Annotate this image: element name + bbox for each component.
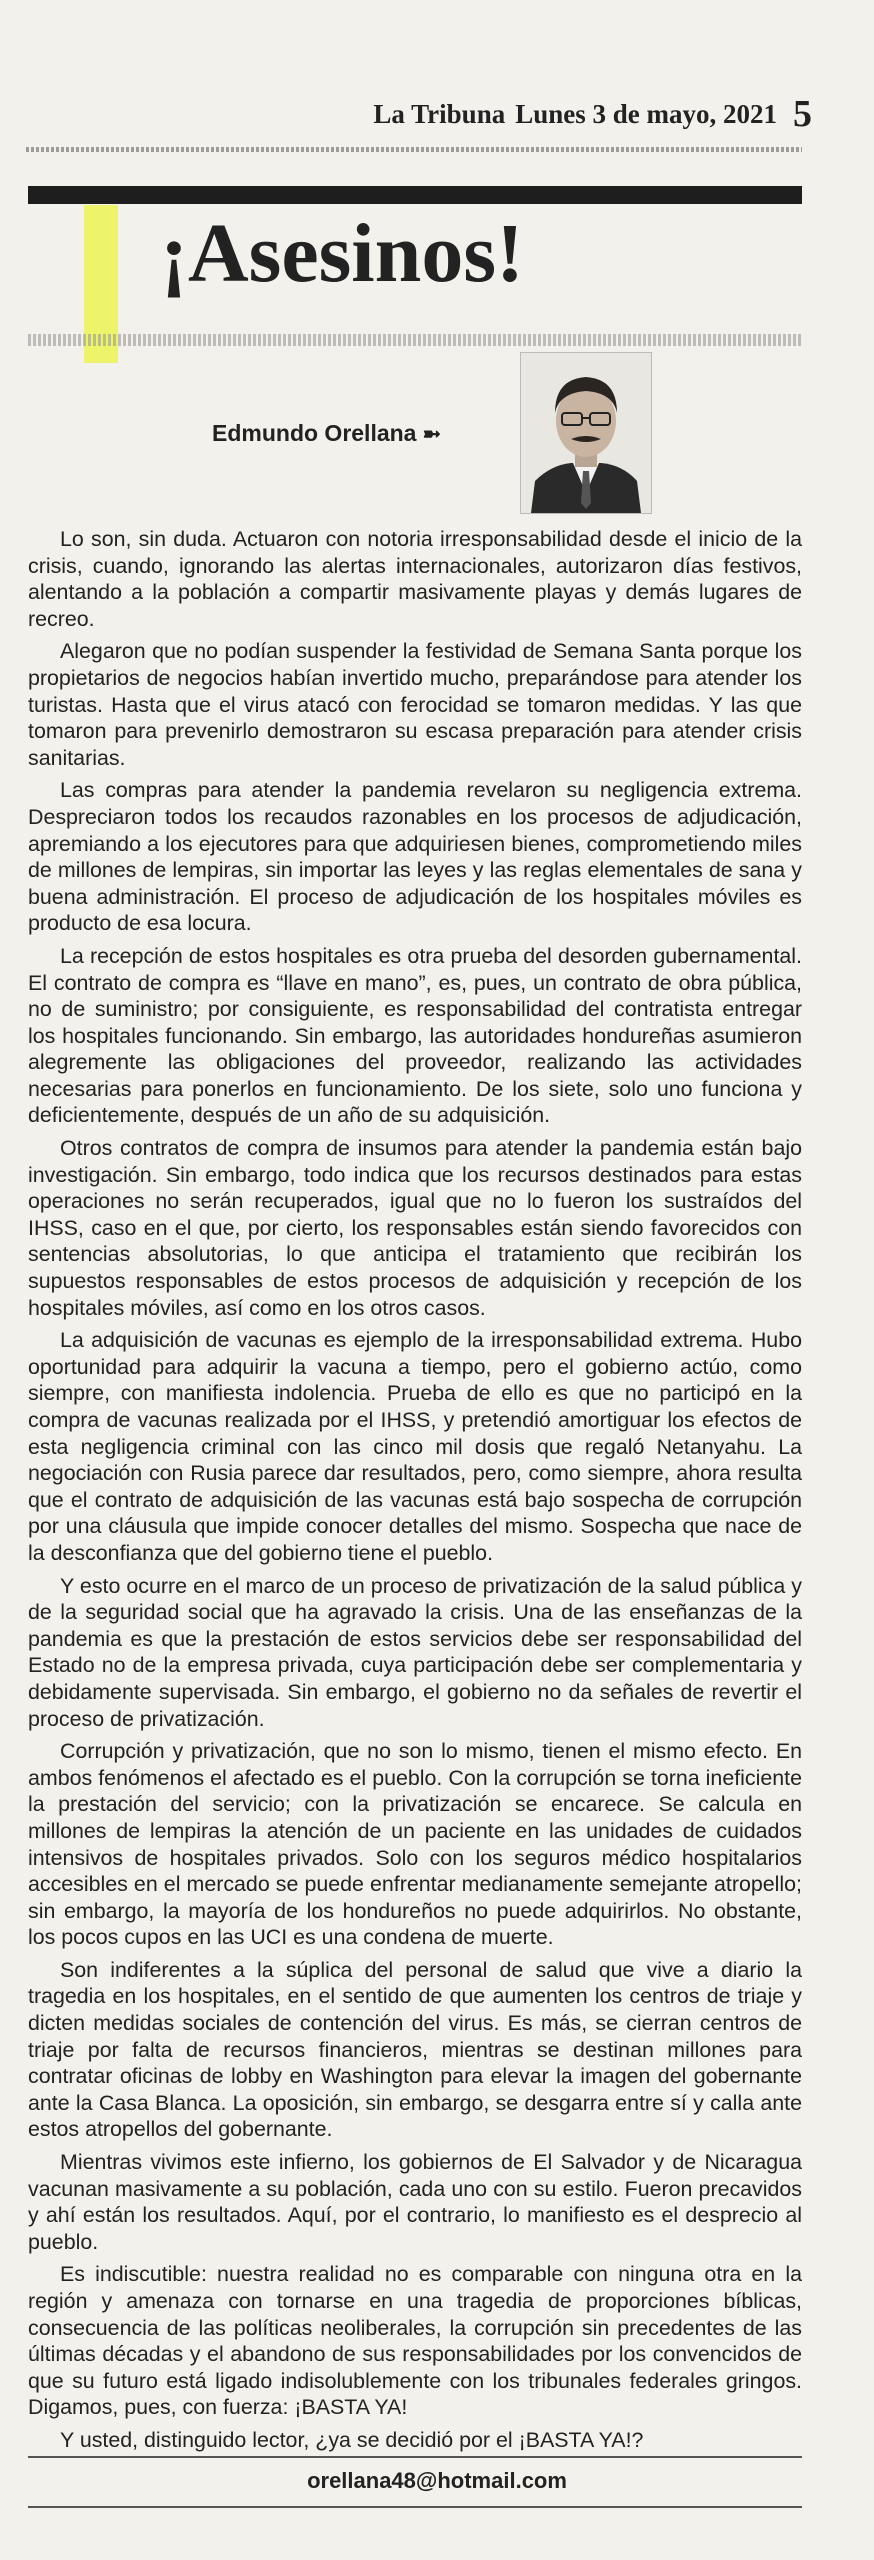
page-number: 5 — [793, 93, 812, 135]
arrow-icon: ➼ — [422, 421, 441, 446]
title-divider — [28, 334, 802, 346]
paragraph: Es indiscutible: nuestra realidad no es comparable con ninguna otra en la región y amenaza con tornarse en una tragedia de proporciones bíblicas, consecuencia de las políticas neoliberales, la corrupción sin precedentes de las últimas décadas y el abandono de sus responsabilidades por los convencidos de que su futuro está ligado indisolublemente con los tribunales federales gringos. Digamos, pues, con fuerza: ¡BASTA YA! — [28, 2262, 802, 2420]
author-byline — [212, 420, 441, 447]
newspaper-name: La Tribuna — [373, 99, 506, 129]
paragraph: Y esto ocurre en el marco de un proceso de privatización de la salud pública y de la seguridad social que ha agravado la crisis. Una de las enseñanzas de la pandemia es que la prestación de estos servicios debe ser responsabilidad del Estado no de la empresa privada, cuya participación debe ser complementaria y debidamente supervisada. Sin embargo, el gobierno no da señales de revertir el proceso de privatización. — [28, 1573, 802, 1731]
paragraph: Corrupción y privatización, que no son lo mismo, tienen el mismo efecto. En ambos fenómenos el afectado es el pueblo. Con la corrupción se torna ineficiente la prestación del servicio; con la privatización se encarece. Se calcula en millones de lempiras la atención de un paciente en las unidades de cuidados intensivos de hospitales privados. Solo con los seguros médico hospitalarios accesibles en el mercado se puede enfrentar medianamente semejante atropello; sin embargo, la mayoría de los hondureños no puede adquirirlos. No obstante, los pocos cupos en las UCI es una condena de muerte. — [28, 1739, 802, 1950]
author-photo — [520, 352, 652, 514]
publication-date: Lunes 3 de mayo, 2021 — [515, 99, 777, 129]
article-title: ¡Asesinos! — [160, 207, 525, 300]
paragraph: La adquisición de vacunas es ejemplo de la irresponsabilidad extrema. Hubo oportunidad para adquirir la vacuna a tiempo, pero el gobierno actúo, como siempre, con manifiesta indolencia. Prueba de ello es que no participó en la compra de vacunas realizada por el IHSS, y pretendió amortiguar los efectos de esta negligencia criminal con las cinco mil dosis que regaló Netanyahu. La negociación con Rusia parece dar resultados, pero, como siempre, ahora resulta que el contrato de adquisición de las vacunas está bajo sospecha de corrupción por una cláusula que impide conocer detalles del mismo. Sospecha que nace de la desconfianza que del gobierno tiene el pueblo. — [28, 1328, 802, 1565]
page-header — [0, 92, 812, 136]
paragraph: Las compras para atender la pandemia revelaron su negligencia extrema. Despreciaron todos los recaudos razonables en los procesos de adjudicación, apremiando a los ejecutores para que adquiriesen bienes, comprometiendo miles de millones de lempiras, sin importar las leyes y las reglas elementales de sana y buena administración. El proceso de adjudicación de los hospitales móviles es producto de esa locura. — [28, 778, 802, 936]
paragraph: Lo son, sin duda. Actuaron con notoria irresponsabilidad desde el inicio de la crisis, cuando, ignorando las alertas internacionales, autorizaron días festivos, alentando a la población a compartir masivamente playas y demás lugares de recreo. — [28, 527, 802, 631]
paragraph: Mientras vivimos este infierno, los gobiernos de El Salvador y de Nicaragua vacunan masivamente a su población, cada uno con su estilo. Fueron precavidos y ahí están los resultados. Aquí, por el contrario, lo manifiesto es el desprecio al pueblo. — [28, 2150, 802, 2254]
article-body — [28, 526, 802, 2460]
paragraph: Son indiferentes a la súplica del personal de salud que vive a diario la tragedia en los hospitales, en el sentido de que aumenten los centros de triaje y dicten medidas sociales de contención del virus. Es más, se cierran centros de triaje por falta de recursos financieros, mientras se destinan millones para contratar oficinas de lobby en Washington para elevar la imagen del gobernante ante la Casa Blanca. La oposición, sin embargo, se desgarra entre sí y calla ante estos atropellos del gobernante. — [28, 1957, 802, 2142]
paragraph: Otros contratos de compra de insumos para atender la pandemia están bajo investigación. Sin embargo, todo indica que los recursos destinados para estas operaciones no serán recuperados, igual que no lo fueron los sustraídos del IHSS, caso en el que, por cierto, los responsables están siendo favorecidos con sentencias absolutorias, lo que anticipa el tratamiento que recibirán los supuestos responsables de estos procesos de adquisición y recepción de los hospitales móviles, así como en los otros casos. — [28, 1136, 802, 1320]
author-name: Edmundo Orellana — [212, 420, 417, 446]
footer-divider-bottom — [28, 2506, 802, 2508]
footer-divider — [28, 2456, 802, 2458]
title-bar — [28, 186, 802, 204]
paragraph: Y usted, distinguido lector, ¿ya se decidió por el ¡BASTA YA!? — [60, 2427, 644, 2452]
paragraph: La recepción de estos hospitales es otra prueba del desorden gubernamental. El contrato de compra es “llave en mano”, es, pues, un contrato de obra pública, no de suministro; por consiguiente, es responsabilidad del contratista entregar los hospitales funcionando. Sin embargo, las autoridades hondureñas asumieron alegremente las obligaciones del proveedor, realizando las actividades necesarias para ponerlos en funcionamiento. De los siete, solo uno funciona y deficientemente, después de un año de su adquisición. — [28, 943, 802, 1128]
paragraph: Alegaron que no podían suspender la festividad de Semana Santa porque los propietarios de negocios habían invertido mucho, preparándose para atender los turistas. Hasta que el virus atacó con ferocidad se tomaron medidas. Y las que tomaron para prevenirlo demostraron su escasa preparación para atender crisis sanitarias. — [28, 639, 802, 770]
header-divider — [26, 147, 802, 152]
author-email: orellana48@hotmail.com — [307, 2468, 567, 2493]
